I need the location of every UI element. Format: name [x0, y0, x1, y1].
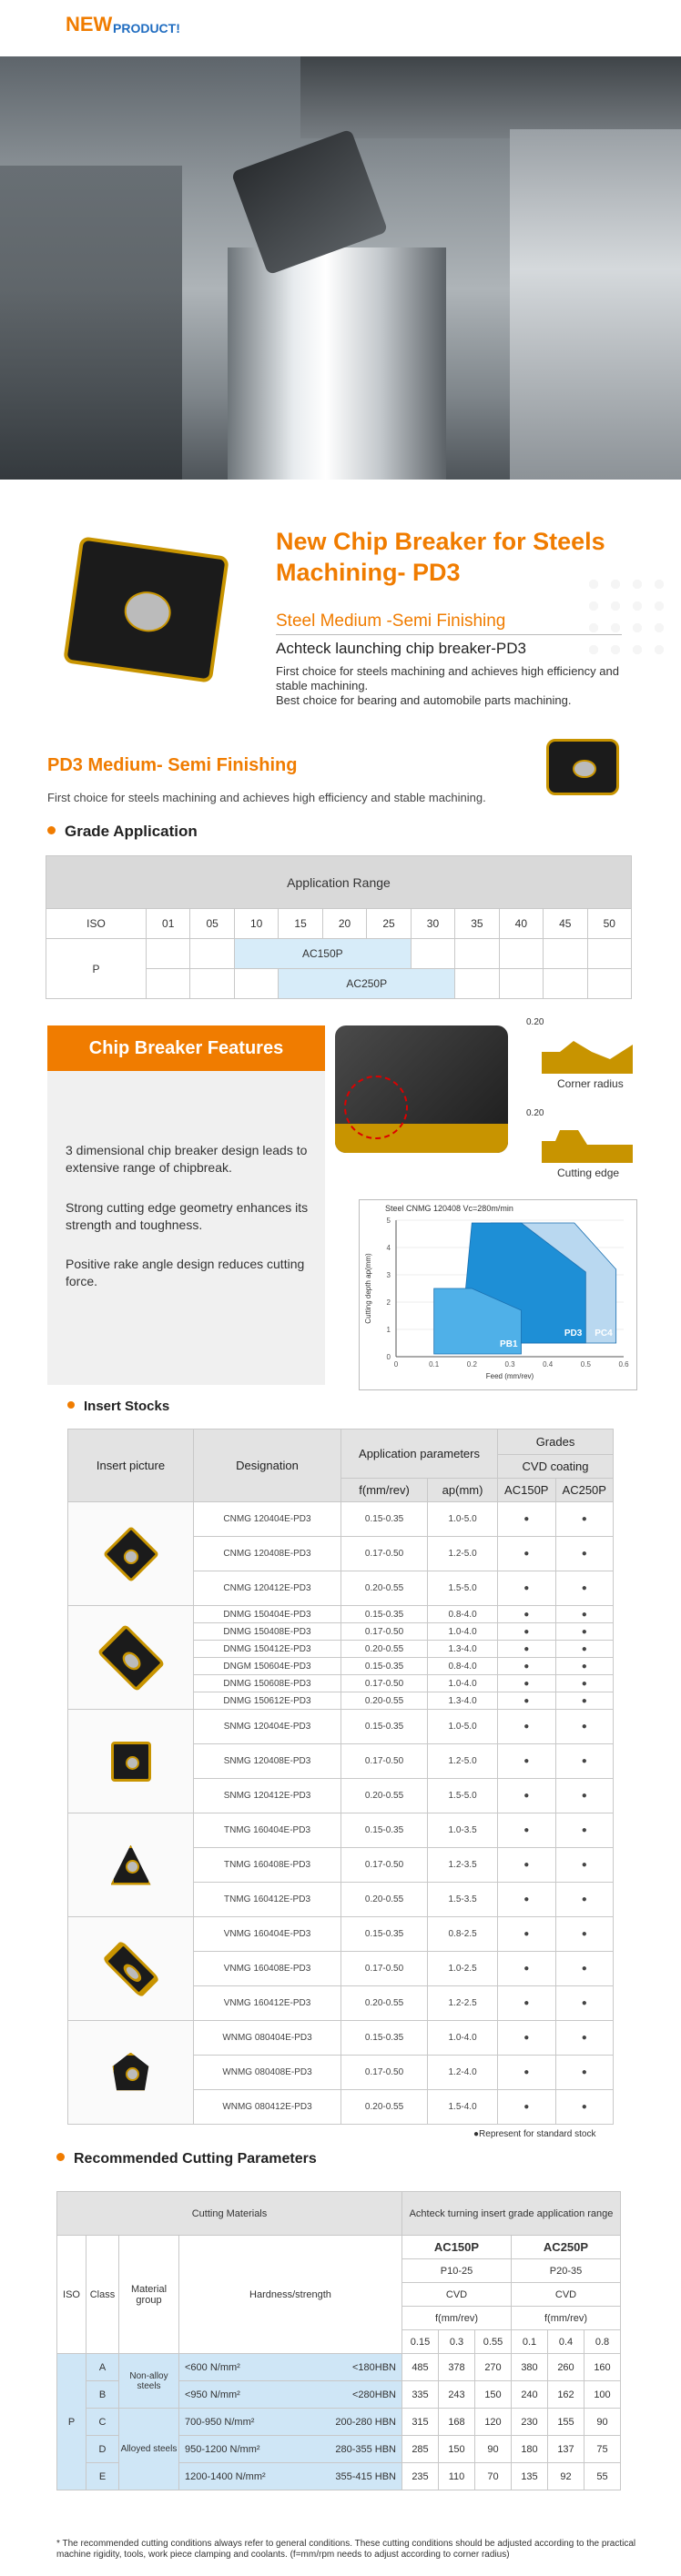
- grade-application-table: Application Range ISO 01 05 10 15 20 25 30 35 40 45 50 P AC150P AC250P: [46, 855, 632, 999]
- table-cell: D: [86, 2436, 119, 2463]
- intro-heading: Achteck launching chip breaker-PD3: [276, 640, 526, 657]
- insert-picture: [68, 1606, 194, 1710]
- table-cell: ●: [498, 1641, 555, 1658]
- table-cell: ●: [555, 1623, 614, 1641]
- grade-application-heading: Grade Application: [47, 823, 198, 841]
- table-cell: 700-950 N/mm² 200-280 HBN: [179, 2409, 402, 2436]
- table-cell: ●: [555, 1883, 614, 1917]
- table-cell: 1.5-5.0: [428, 1571, 498, 1606]
- y-tick-label: 1: [386, 1326, 391, 1334]
- series-label: PB1: [500, 1339, 518, 1349]
- table-cell: ●: [498, 1623, 555, 1641]
- table-cell: 1.5-3.5: [428, 1883, 498, 1917]
- table-cell: 0.15-0.35: [341, 1917, 428, 1952]
- table-cell: 0.15-0.35: [341, 1710, 428, 1744]
- y-tick-label: 2: [386, 1298, 391, 1307]
- table-cell: 120: [475, 2409, 512, 2436]
- table-cell: DNGM 150604E-PD3: [194, 1658, 341, 1675]
- insert-picture: [68, 1502, 194, 1606]
- table-cell: 1.2-2.5: [428, 1986, 498, 2021]
- table-cell: 0.8-2.5: [428, 1917, 498, 1952]
- table-cell: ●: [555, 2090, 614, 2125]
- table-cell: 315: [402, 2409, 439, 2436]
- standard-stock-note: ●Represent for standard stock: [473, 2129, 596, 2139]
- insert-closeup-image: [335, 1025, 508, 1153]
- table-cell: ●: [498, 1779, 555, 1813]
- table-cell: 90: [475, 2436, 512, 2463]
- table-cell: ●: [555, 1692, 614, 1710]
- table-cell: ●: [555, 1675, 614, 1692]
- corner-profile-image: [542, 1037, 633, 1074]
- table-cell: E: [86, 2463, 119, 2490]
- table-cell: 1.2-5.0: [428, 1744, 498, 1779]
- table-row: [68, 2021, 614, 2056]
- table-cell: ●: [555, 1986, 614, 2021]
- table-cell: 235: [402, 2463, 439, 2490]
- table-cell: ●: [498, 2021, 555, 2056]
- table-cell: 0.20-0.55: [341, 1692, 428, 1710]
- pd3-description: First choice for steels machining and achieves high efficiency and stable machining.: [47, 791, 486, 804]
- table-cell: A: [86, 2354, 119, 2381]
- table-cell: 1200-1400 N/mm² 355-415 HBN: [179, 2463, 402, 2490]
- table-cell: 160: [584, 2354, 621, 2381]
- table-cell: 380: [512, 2354, 548, 2381]
- table-cell: C: [86, 2409, 119, 2436]
- feature-1: 3 dimensional chip breaker design leads to extensive range of chipbreak.: [66, 1143, 308, 1175]
- table-cell: 92: [548, 2463, 584, 2490]
- table-cell: SNMG 120412E-PD3: [194, 1779, 341, 1813]
- x-axis-label: Feed (mm/rev): [485, 1372, 534, 1380]
- edge-profile-image: [542, 1126, 633, 1163]
- table-cell: 0.15-0.35: [341, 1658, 428, 1675]
- table-cell: ●: [555, 1744, 614, 1779]
- table-cell: 168: [439, 2409, 475, 2436]
- intro-subtitle: Steel Medium -Semi Finishing: [276, 611, 506, 631]
- table-cell: ●: [498, 2090, 555, 2125]
- table-cell: 0.20-0.55: [341, 1779, 428, 1813]
- insert-stocks-heading: Insert Stocks: [67, 1399, 169, 1414]
- feature-3: Positive rake angle design reduces cutting force.: [66, 1257, 305, 1288]
- table-cell: 0.20-0.55: [341, 1641, 428, 1658]
- table-cell: ●: [555, 1952, 614, 1986]
- table-row: [57, 2354, 621, 2381]
- table-cell: 1.2-3.5: [428, 1848, 498, 1883]
- table-cell: 1.3-4.0: [428, 1641, 498, 1658]
- table-cell: ●: [555, 2021, 614, 2056]
- table-cell: CNMG 120404E-PD3: [194, 1502, 341, 1537]
- table-cell: 0.20-0.55: [341, 1883, 428, 1917]
- insert-image: [111, 1845, 151, 1885]
- dim-label-2: 0.20: [526, 1108, 544, 1118]
- table-row: [68, 1502, 614, 1537]
- table-row: [68, 1606, 614, 1623]
- table-cell: CNMG 120412E-PD3: [194, 1571, 341, 1606]
- table-cell: 137: [548, 2436, 584, 2463]
- chart-title: Steel CNMG 120408 Vc=280m/min: [385, 1204, 513, 1213]
- table-cell: 0.15-0.35: [341, 2021, 428, 2056]
- table-cell: ●: [498, 1744, 555, 1779]
- table-cell: 950-1200 N/mm² 280-355 HBN: [179, 2436, 402, 2463]
- table-cell: SNMG 120404E-PD3: [194, 1710, 341, 1744]
- cutting-parameters-table: Cutting Materials Achteck turning insert grade application range ISO Class Material group Hardness/strength AC150P AC250P P10-25 P20-35 CVD CVD f(mm/rev) f(mm/rev) 0.15 0.3 0.55 0.1 0.4 0.8 P A Non-alloy steels <600 N/mm² <180HBN 485 378 270 380 260 160 B <950 N/mm² <280HBN 335 243 150 240 162 100 C Alloyed steels 700-950 N/mm² 200-280 HBN 315 168 120 230 155 90 D 950-1200 N/mm² 280-355 HBN 285 150 90 180 137 75 E 1200-1400 N/mm² 355-415 HBN 235 110 70 135 92 55: [56, 2191, 621, 2490]
- table-row: [57, 2409, 621, 2436]
- table-row: [68, 1813, 614, 1848]
- table-cell: ●: [498, 1986, 555, 2021]
- table-cell: ●: [555, 1813, 614, 1848]
- table-cell: ●: [498, 1537, 555, 1571]
- table-cell: 0.17-0.50: [341, 1952, 428, 1986]
- table-cell: TNMG 160408E-PD3: [194, 1848, 341, 1883]
- page-header: [0, 0, 681, 56]
- table-cell: DNMG 150608E-PD3: [194, 1675, 341, 1692]
- x-tick-label: 0.1: [429, 1360, 440, 1369]
- cutting-footnote: * The recommended cutting conditions always refer to general conditions. These cutting conditions should be adjusted according to the practical machine rigidity, tools, work piece clamping and coolants. (f=mm/rpm needs to adjust according to corner radius): [56, 2539, 636, 2560]
- cutting-edge-label: Cutting edge: [557, 1167, 620, 1179]
- insert-product-image: [63, 536, 229, 683]
- table-cell: CNMG 120408E-PD3: [194, 1537, 341, 1571]
- table-cell: 0.17-0.50: [341, 1537, 428, 1571]
- insert-picture: [68, 1813, 194, 1917]
- table-cell: 0.20-0.55: [341, 1986, 428, 2021]
- table-cell: 0.17-0.50: [341, 1848, 428, 1883]
- table-cell: ●: [498, 1848, 555, 1883]
- table-cell: 0.17-0.50: [341, 1623, 428, 1641]
- new-label: NEW: [66, 13, 113, 35]
- table-cell: 0.8-4.0: [428, 1658, 498, 1675]
- table-cell: 1.0-2.5: [428, 1952, 498, 1986]
- table-cell: ●: [555, 1710, 614, 1744]
- table-cell: ●: [498, 1502, 555, 1537]
- table-cell: 155: [548, 2409, 584, 2436]
- table-cell: 1.2-5.0: [428, 1537, 498, 1571]
- table-cell: 75: [584, 2436, 621, 2463]
- table-cell: ●: [555, 1658, 614, 1675]
- table-cell: ●: [498, 1658, 555, 1675]
- application-range-header: Application Range: [46, 856, 632, 909]
- y-tick-label: 0: [386, 1353, 391, 1361]
- insert-image: [111, 1742, 151, 1782]
- x-tick-label: 0: [393, 1360, 399, 1369]
- table-cell: 485: [402, 2354, 439, 2381]
- table-cell: 1.0-3.5: [428, 1813, 498, 1848]
- insert-image: [102, 1525, 158, 1581]
- y-tick-label: 4: [386, 1244, 391, 1252]
- table-cell: ●: [555, 1848, 614, 1883]
- table-cell: B: [86, 2381, 119, 2409]
- cutting-parameters-heading: Recommended Cutting Parameters: [56, 2151, 317, 2167]
- table-cell: VNMG 160408E-PD3: [194, 1952, 341, 1986]
- table-cell: 240: [512, 2381, 548, 2409]
- series-label: PD3: [564, 1328, 583, 1339]
- table-cell: 150: [439, 2436, 475, 2463]
- table-cell: 1.5-4.0: [428, 2090, 498, 2125]
- insert-stocks-table: Insert picture Designation Application parameters Grades CVD coating f(mm/rev) ap(mm) AC150P AC250P CNMG 120404E-PD3 0.15-0.35 1.0-5.0 ● ● CNMG 120408E-PD3 0.17-0.50 1.2-5.0 ● ● CNMG 120412E-PD3 0.20-0.55 1.5-5.0 ● ● DNMG 150404E-PD3 0.15-0.35 0.8-4.0 ● ● DNMG 150408E-PD3 0.17-0.50 1.0-4.0 ● ● DNMG 150412E-PD3 0.20-0.55 1.3-4.0 ● ● DNGM 150604E-PD3 0.15-0.35 0.8-4.0 ● ● DNMG 150608E-PD3 0.17-0.50 1.0-4.0 ● ● DNMG 150612E-PD3 0.20-0.55 1.3-4.0 ● ● SNMG 120404E-PD3 0.15-0.35 1.0-5.0 ● ● SNMG 120408E-PD3 0.17-0.50 1.2-5.0 ● ● SNMG 120412E-PD3 0.20-0.55 1.5-5.0 ● ● TNMG 160404E-PD3 0.15-0.35 1.0-3.5 ● ● TNMG 160408E-PD3 0.17-0.50 1.2-3.5 ● ● TNMG 160412E-PD3 0.20-0.55 1.5-3.5 ● ● VNMG 160404E-PD3 0.15-0.35 0.8-2.5 ● ● VNMG 160408E-PD3 0.17-0.50 1.0-2.5 ● ● VNMG 160412E-PD3 0.20-0.55 1.2-2.5 ● ● WNMG 080404E-PD3 0.15-0.35 1.0-4.0 ● ● WNMG 080408E-PD3 0.17-0.50 1.2-4.0 ● ● WNMG 080412E-PD3 0.20-0.55 1.5-4.0 ● ●: [67, 1429, 614, 2125]
- x-tick-label: 0.2: [466, 1360, 477, 1369]
- series-label: PC4: [595, 1328, 613, 1339]
- table-cell: 335: [402, 2381, 439, 2409]
- table-row: [68, 1917, 614, 1952]
- table-cell: ●: [498, 1571, 555, 1606]
- table-cell: Non-alloy steels: [119, 2354, 179, 2409]
- ac250p-range: AC250P: [279, 969, 455, 999]
- table-cell: 0.20-0.55: [341, 1571, 428, 1606]
- pd3-insert-image: [546, 739, 619, 795]
- y-tick-label: 3: [386, 1271, 391, 1279]
- table-cell: ●: [555, 1779, 614, 1813]
- table-cell: ●: [498, 1692, 555, 1710]
- table-cell: Alloyed steels: [119, 2409, 179, 2490]
- table-cell: ●: [498, 1813, 555, 1848]
- table-cell: WNMG 080412E-PD3: [194, 2090, 341, 2125]
- y-tick-label: 5: [386, 1217, 391, 1225]
- insert-image: [102, 1940, 160, 1998]
- insert-image: [97, 1623, 165, 1692]
- table-cell: 0.15-0.35: [341, 1502, 428, 1537]
- divider: [276, 634, 622, 635]
- table-cell: P: [57, 2354, 86, 2490]
- table-cell: 70: [475, 2463, 512, 2490]
- table-cell: ●: [555, 1606, 614, 1623]
- table-cell: 100: [584, 2381, 621, 2409]
- table-cell: ●: [498, 1917, 555, 1952]
- pd3-title: PD3 Medium- Semi Finishing: [47, 755, 298, 775]
- table-cell: <950 N/mm² <280HBN: [179, 2381, 402, 2409]
- table-cell: 0.17-0.50: [341, 2056, 428, 2090]
- table-cell: VNMG 160404E-PD3: [194, 1917, 341, 1952]
- table-cell: ●: [498, 1606, 555, 1623]
- x-tick-label: 0.3: [504, 1360, 515, 1369]
- table-cell: 1.5-5.0: [428, 1779, 498, 1813]
- table-cell: 1.0-4.0: [428, 1675, 498, 1692]
- table-cell: ●: [498, 1883, 555, 1917]
- table-cell: DNMG 150404E-PD3: [194, 1606, 341, 1623]
- table-cell: 0.15-0.35: [341, 1813, 428, 1848]
- table-cell: DNMG 150412E-PD3: [194, 1641, 341, 1658]
- table-cell: 162: [548, 2381, 584, 2409]
- table-cell: 0.20-0.55: [341, 2090, 428, 2125]
- table-cell: DNMG 150408E-PD3: [194, 1623, 341, 1641]
- table-cell: 285: [402, 2436, 439, 2463]
- table-cell: DNMG 150612E-PD3: [194, 1692, 341, 1710]
- table-cell: <600 N/mm² <180HBN: [179, 2354, 402, 2381]
- insert-image: [111, 2053, 151, 2093]
- product-label: PRODUCT!: [113, 21, 180, 35]
- insert-picture: [68, 1917, 194, 2021]
- insert-picture: [68, 2021, 194, 2125]
- hero-image: [0, 56, 681, 480]
- table-cell: ●: [555, 1917, 614, 1952]
- table-cell: 1.0-5.0: [428, 1710, 498, 1744]
- table-cell: 1.0-4.0: [428, 2021, 498, 2056]
- ac150p-range: AC150P: [234, 939, 411, 969]
- table-cell: 260: [548, 2354, 584, 2381]
- table-cell: 1.3-4.0: [428, 1692, 498, 1710]
- x-tick-label: 0.5: [580, 1360, 591, 1369]
- table-cell: 1.2-4.0: [428, 2056, 498, 2090]
- table-cell: 0.8-4.0: [428, 1606, 498, 1623]
- table-cell: 0.17-0.50: [341, 1675, 428, 1692]
- table-cell: ●: [555, 1502, 614, 1537]
- table-row: [68, 1710, 614, 1744]
- table-cell: 90: [584, 2409, 621, 2436]
- table-cell: TNMG 160412E-PD3: [194, 1883, 341, 1917]
- chipbreak-chart: [359, 1199, 637, 1390]
- table-cell: VNMG 160412E-PD3: [194, 1986, 341, 2021]
- table-cell: ●: [498, 2056, 555, 2090]
- table-cell: 0.17-0.50: [341, 1744, 428, 1779]
- table-cell: 230: [512, 2409, 548, 2436]
- table-cell: 1.0-4.0: [428, 1623, 498, 1641]
- feature-2: Strong cutting edge geometry enhances its strength and toughness.: [66, 1200, 309, 1232]
- table-cell: SNMG 120408E-PD3: [194, 1744, 341, 1779]
- table-cell: ●: [555, 1641, 614, 1658]
- table-cell: 110: [439, 2463, 475, 2490]
- table-cell: ●: [555, 1571, 614, 1606]
- table-cell: ●: [498, 1952, 555, 1986]
- table-cell: 150: [475, 2381, 512, 2409]
- table-cell: WNMG 080408E-PD3: [194, 2056, 341, 2090]
- table-cell: ●: [498, 1710, 555, 1744]
- intro-text: First choice for steels machining and achieves high efficiency and stable machining. Best choice for bearing and automobile parts machining.: [276, 664, 619, 707]
- table-cell: ●: [555, 2056, 614, 2090]
- insert-picture: [68, 1710, 194, 1813]
- table-cell: 270: [475, 2354, 512, 2381]
- table-cell: 243: [439, 2381, 475, 2409]
- table-cell: ●: [498, 1675, 555, 1692]
- table-cell: 378: [439, 2354, 475, 2381]
- table-cell: TNMG 160404E-PD3: [194, 1813, 341, 1848]
- table-cell: 55: [584, 2463, 621, 2490]
- table-cell: ●: [555, 1537, 614, 1571]
- table-cell: 1.0-5.0: [428, 1502, 498, 1537]
- x-tick-label: 0.4: [543, 1360, 554, 1369]
- table-cell: 0.15-0.35: [341, 1606, 428, 1623]
- corner-radius-label: Corner radius: [557, 1077, 624, 1090]
- dim-label-1: 0.20: [526, 1017, 544, 1027]
- table-cell: 135: [512, 2463, 548, 2490]
- table-cell: WNMG 080404E-PD3: [194, 2021, 341, 2056]
- table-cell: 180: [512, 2436, 548, 2463]
- y-axis-label: Cutting depth ap(mm): [364, 1253, 372, 1324]
- x-tick-label: 0.6: [618, 1360, 629, 1369]
- intro-title: New Chip Breaker for Steels Machining- PD3: [276, 528, 605, 586]
- chip-breaker-features-title: Chip Breaker Features: [47, 1025, 325, 1071]
